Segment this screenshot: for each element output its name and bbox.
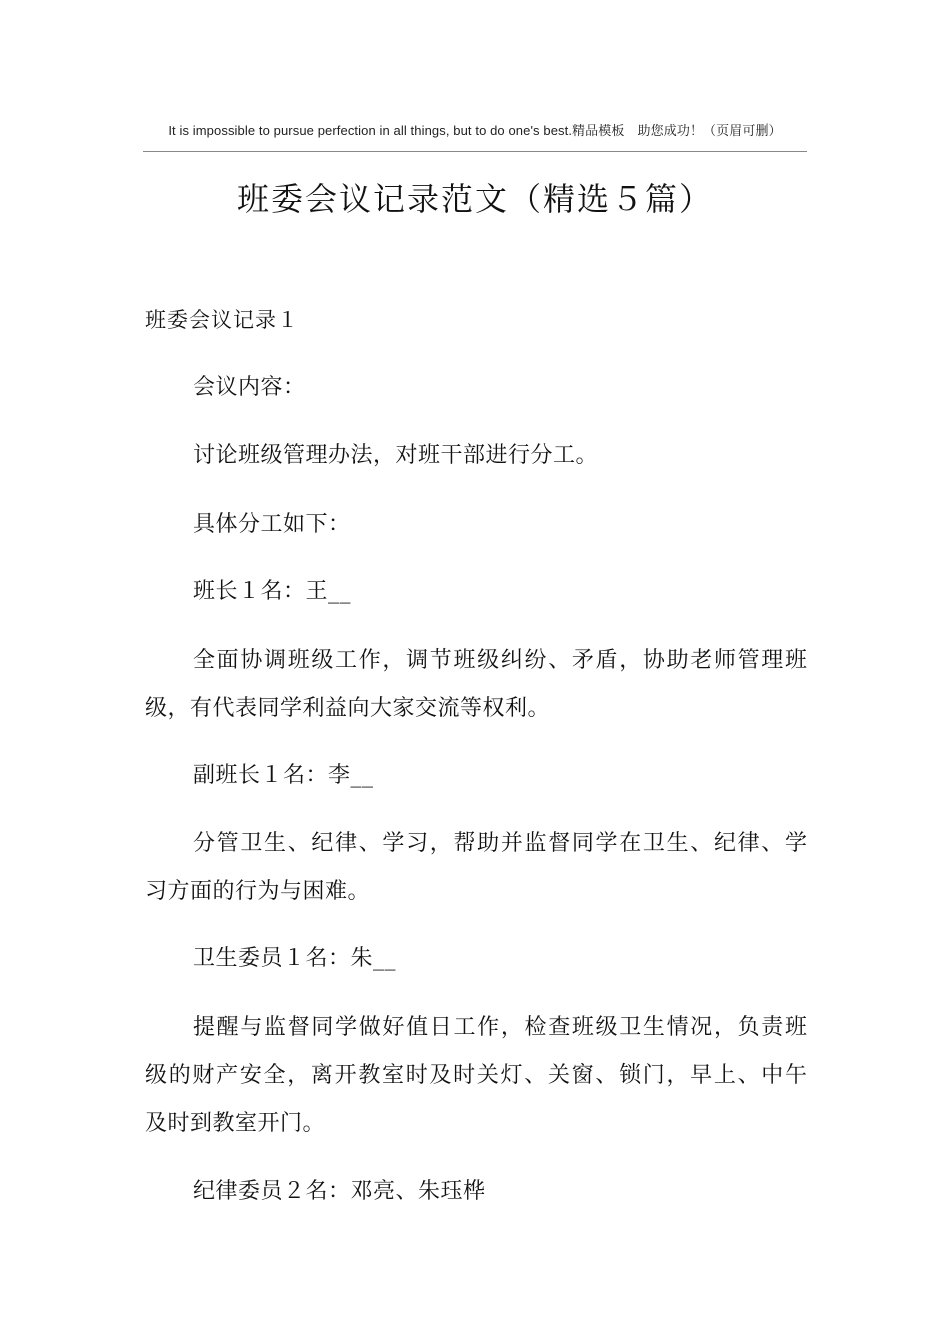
paragraph-line: 卫生委员１名：朱__ [193,946,397,971]
paragraph-line: 纪律委员２名：邓亮、朱珏桦 [193,1179,486,1204]
paragraph-line: 级的财产安全，离开教室时及时关灯、关窗、锁门，早上、中午 [145,1063,807,1088]
paragraph-line: 提醒与监督同学做好值日工作，检查班级卫生情况，负责班 [193,1015,807,1040]
header-divider [143,151,807,152]
paragraph-line: 全面协调班级工作，调节班级纠纷、矛盾，协助老师管理班 [193,648,807,673]
page-header-tagline: It is impossible to pursue perfection in all things, but to do one's best.精品模板 助您成功！（页眉可删） [168,123,782,138]
paragraph-line: 会议内容： [193,375,306,400]
paragraph-line: 班长１名：王__ [193,579,352,604]
paragraph-line: 及时到教室开门。 [145,1111,326,1136]
paragraph-line: 讨论班级管理办法，对班干部进行分工。 [193,443,599,468]
paragraph-line: 分管卫生、纪律、学习，帮助并监督同学在卫生、纪律、学 [193,831,807,856]
paragraph-line: 副班长１名：李__ [193,763,374,788]
section-heading: 班委会议记录１ [145,308,299,332]
paragraph-line: 习方面的行为与困难。 [145,879,371,904]
paragraph-line: 级，有代表同学利益向大家交流等权利。 [145,696,551,721]
document-title: 班委会议记录范文（精选５篇） [236,180,713,218]
paragraph-line: 具体分工如下： [193,512,351,537]
